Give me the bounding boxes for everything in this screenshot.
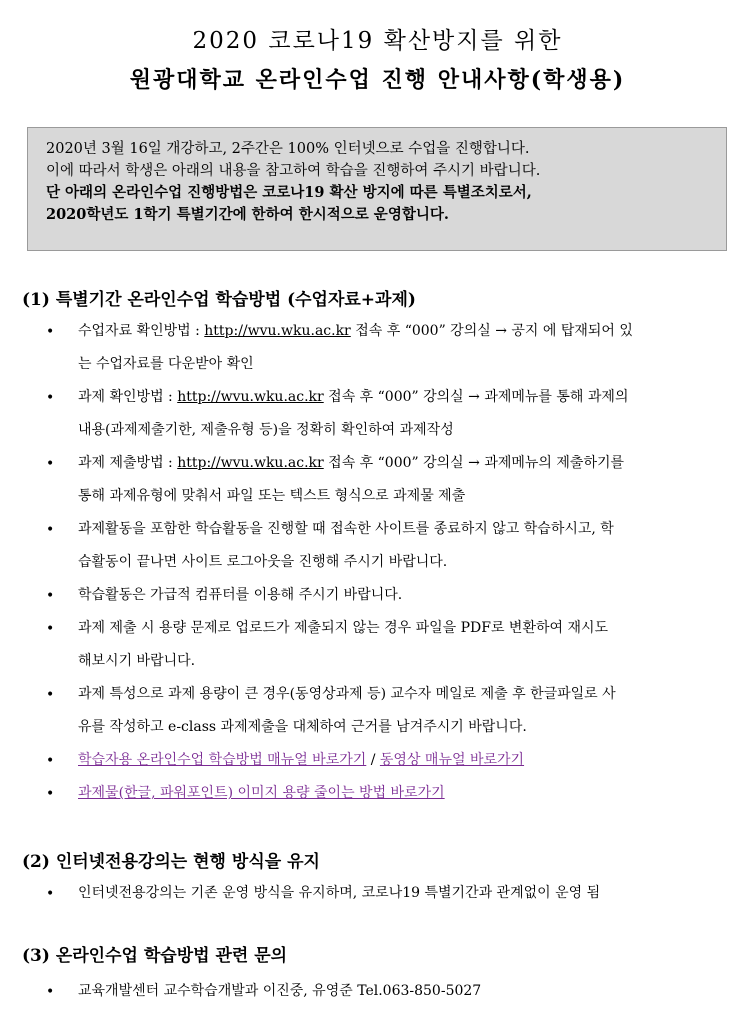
- list-item: [78, 447, 730, 513]
- image-size-link[interactable]: 과제물(한글, 파워포인트) 이미지 용량 줄이는 방법 바로가기: [78, 785, 445, 801]
- section-2-heading: (2) 인터넷전용강의는 현행 방식을 유지: [22, 852, 320, 872]
- bullet: •: [46, 621, 55, 637]
- title-line-1: 2020 코로나19 확산방지를 위한: [192, 28, 563, 54]
- item-text: 내용(과제제출기한, 제출유형 등)을 정확히 확인하여 과제작성: [78, 422, 454, 438]
- bullet: •: [46, 390, 55, 406]
- list-item: [78, 612, 730, 678]
- bullet: •: [46, 984, 55, 1000]
- video-manual-link[interactable]: 동영상 매뉴얼 바로가기: [379, 752, 525, 768]
- title-line-2: 원광대학교 온라인수업 진행 안내사항(학생용): [129, 67, 626, 93]
- bullet: •: [46, 687, 55, 703]
- item-text: 습활동이 끝나면 사이트 로그아웃을 진행해 주시기 바랍니다.: [78, 554, 448, 570]
- list-item: [78, 877, 730, 910]
- course-site-link[interactable]: http://wvu.wku.ac.kr: [177, 389, 324, 405]
- notice-line-1: 2020년 3월 16일 개강하고, 2주간은 100% 인터넷으로 수업을 진행합니다.: [46, 141, 530, 157]
- section-3-heading: (3) 온라인수업 학습방법 관련 문의: [22, 946, 288, 966]
- item-text: 과제 제출 시 용량 문제로 업로드가 제출되지 않는 경우 파일을 PDF로 변환하여 재시도: [78, 620, 609, 636]
- item-text: 학습활동은 가급적 컴퓨터를 이용해 주시기 바랍니다.: [78, 587, 403, 603]
- item-text: 인터넷전용강의는 기존 운영 방식을 유지하며, 코로나19 특별기간과 관계없이 운영 됨: [78, 885, 601, 901]
- notice-line-3: 단 아래의 온라인수업 진행방법은 코로나19 확산 방지에 따른 특별조치로서,: [46, 184, 532, 201]
- item-text: 과제 확인방법 :: [78, 389, 178, 405]
- item-text: 는 수업자료를 다운받아 확인: [78, 356, 254, 372]
- bullet: •: [46, 324, 55, 340]
- contact-text: 교육개발센터 교수학습개발과 이진중, 유영준 Tel.063-850-5027: [78, 983, 482, 999]
- item-text: 해보시기 바랍니다.: [78, 653, 196, 669]
- notice-line-4: 2020학년도 1학기 특별기간에 한하여 한시적으로 운영합니다.: [46, 206, 449, 223]
- item-text: 유를 작성하고 e-class 과제제출을 대체하여 근거를 남겨주시기 바랍니다.: [78, 719, 527, 735]
- notice-box: [27, 127, 727, 251]
- bullet: •: [46, 886, 55, 902]
- item-text: 과제 제출방법 :: [78, 455, 178, 471]
- item-text: 과제 특성으로 과제 용량이 큰 경우(동영상과제 등) 교수자 메일로 제출 후 한글파일로 사: [78, 686, 616, 702]
- course-site-link[interactable]: http://wvu.wku.ac.kr: [177, 455, 324, 471]
- item-text: 접속 후 “000” 강의실 → 과제메뉴의 제출하기를: [323, 455, 625, 471]
- list-item: [78, 975, 730, 1008]
- item-text: 수업자료 확인방법 :: [78, 323, 205, 339]
- bullet: •: [46, 522, 55, 538]
- bullet: •: [46, 588, 55, 604]
- bullet: •: [46, 456, 55, 472]
- list-item: [78, 678, 730, 744]
- item-text: 통해 과제유형에 맞춰서 파일 또는 텍스트 형식으로 과제물 제출: [78, 488, 466, 504]
- bullet: •: [46, 786, 55, 802]
- list-item: [78, 513, 730, 579]
- course-site-link[interactable]: http://wvu.wku.ac.kr: [204, 323, 351, 339]
- item-text: 접속 후 “000” 강의실 → 과제메뉴를 통해 과제의: [323, 389, 629, 405]
- list-item: [78, 315, 730, 381]
- list-item: [78, 381, 730, 447]
- link-separator: /: [366, 752, 380, 768]
- list-item: [78, 777, 730, 810]
- section-1-heading: (1) 특별기간 온라인수업 학습방법 (수업자료+과제): [22, 290, 416, 310]
- item-text: 과제활동을 포함한 학습활동을 진행할 때 접속한 사이트를 종료하지 않고 학습하시고, 학: [78, 521, 614, 537]
- item-text: 접속 후 “000” 강의실 → 공지 에 탑재되어 있: [350, 323, 633, 339]
- notice-line-2: 이에 따라서 학생은 아래의 내용을 참고하여 학습을 진행하여 주시기 바랍니다.: [46, 163, 541, 179]
- manual-link[interactable]: 학습자용 온라인수업 학습방법 매뉴얼 바로가기: [78, 752, 367, 768]
- list-item: [78, 579, 730, 612]
- list-item: [78, 744, 730, 777]
- bullet: •: [46, 753, 55, 769]
